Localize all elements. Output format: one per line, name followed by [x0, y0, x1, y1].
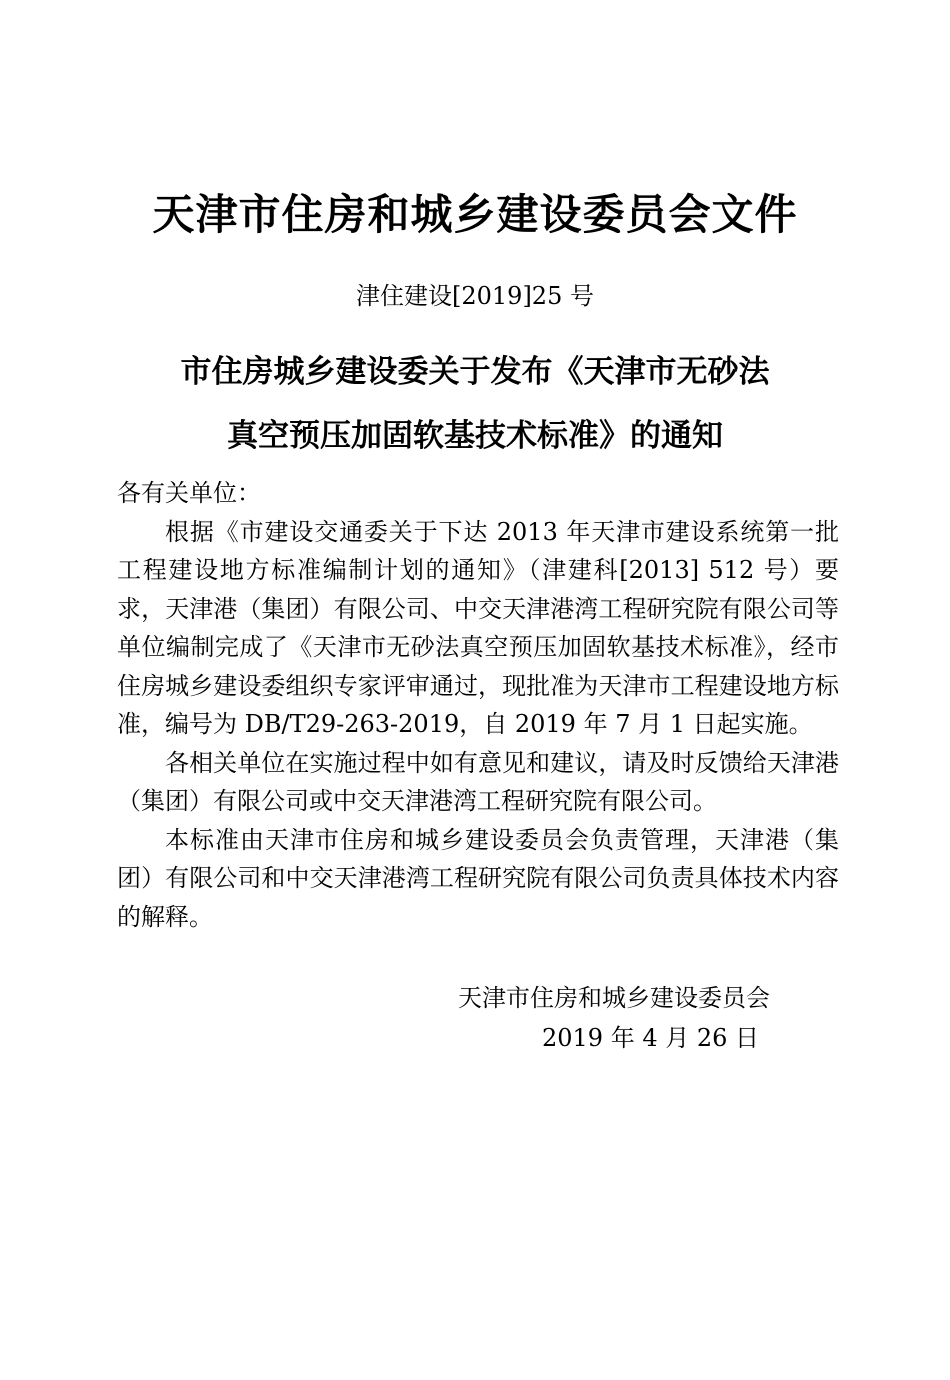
document-header: 天津市住房和城乡建设委员会文件: [152, 190, 798, 239]
document-title-line: 真空预压加固软基技术标准》的通知: [227, 418, 723, 454]
signature-organization: 天津市住房和城乡建设委员会: [458, 984, 770, 1012]
signature-date: 2019 年 4 月 26 日: [542, 1024, 760, 1052]
document-title-line: 市住房城乡建设委关于发布《天津市无砂法: [180, 354, 770, 390]
salutation: 各有关单位：: [117, 479, 261, 507]
document-title: [0, 340, 950, 468]
document-body: [117, 474, 839, 936]
body-paragraph: 根据《市建设交通委关于下达 2013 年天津市建设系统第一批工程建设地方标准编制计划的通知》（津建科[2013] 512 号）要求，天津港（集团）有限公司、中交天津港湾工程研究院有限公司等单位编制完成了《天津市无砂法真空预压加固软基技术标准》，经市住房城乡建设委组织专家评审通过，现批准为天津市工程建设地方标准，编号为 DB/T29-263-2019，自 2019 年 7 月 1 日起实施。: [117, 517, 839, 738]
body-paragraph: 各相关单位在实施过程中如有意见和建议，请及时反馈给天津港（集团）有限公司或中交天津港湾工程研究院有限公司。: [117, 748, 839, 815]
document-number: 津住建设[2019]25 号: [356, 282, 594, 310]
signature-block: [458, 978, 798, 1058]
body-paragraph: 本标准由天津市住房和城乡建设委员会负责管理，天津港（集团）有限公司和中交天津港湾工程研究院有限公司负责具体技术内容的解释。: [117, 825, 839, 931]
